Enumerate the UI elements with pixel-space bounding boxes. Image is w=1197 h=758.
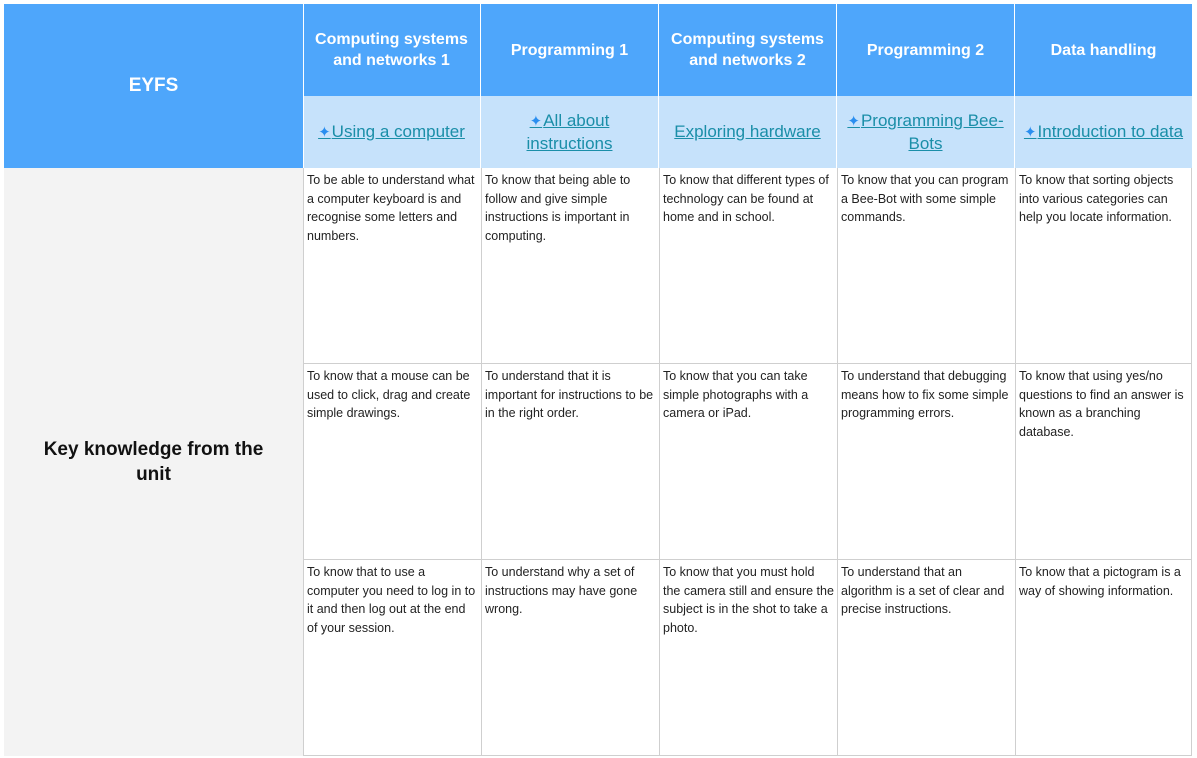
knowledge-cell: To know that you can program a Bee-Bot with some simple commands. — [837, 168, 1015, 364]
eyfs-header: EYFS — [4, 4, 303, 168]
knowledge-cell: To know that different types of technology can be found at home and in school. — [659, 168, 837, 364]
knowledge-cell: To understand why a set of instructions may have gone wrong. — [481, 560, 659, 756]
knowledge-cell: To know that a pictogram is a way of showing information. — [1015, 560, 1192, 756]
knowledge-table — [4, 4, 1192, 756]
unit-cell-programming-bee-bots — [837, 96, 1014, 168]
header-divider — [836, 4, 837, 168]
knowledge-cell: To know that using yes/no questions to find an answer is known as a branching database. — [1015, 364, 1192, 560]
unit-link-introduction-to-data[interactable]: ✦Introduction to data — [1023, 121, 1184, 141]
unit-cell-introduction-to-data — [1015, 96, 1192, 168]
header-divider — [480, 4, 481, 168]
sparkle-icon: ✦ — [318, 123, 331, 141]
column-header-programming-2: Programming 2 — [837, 4, 1014, 96]
unit-link-exploring-hardware[interactable]: Exploring hardware — [674, 122, 821, 141]
unit-cell-exploring-hardware — [659, 96, 836, 168]
unit-link-using-a-computer[interactable]: ✦Using a computer — [318, 121, 465, 141]
knowledge-cell: To know that you must hold the camera still and ensure the subject is in the shot to take a photo. — [659, 560, 837, 756]
header-divider — [658, 4, 659, 168]
row-label-key-knowledge: Key knowledge from the unit — [4, 168, 303, 756]
knowledge-cell: To be able to understand what a computer keyboard is and recognise some letters and numbers. — [303, 168, 481, 364]
unit-cell-all-about-instructions — [481, 96, 658, 168]
knowledge-cell: To understand that debugging means how to fix some simple programming errors. — [837, 364, 1015, 560]
column-header-computing-1: Computing systems and networks 1 — [303, 4, 480, 96]
knowledge-cell: To know that to use a computer you need to log in to it and then log out at the end of your session. — [303, 560, 481, 756]
knowledge-cell: To know that you can take simple photographs with a camera or iPad. — [659, 364, 837, 560]
knowledge-cell: To understand that it is important for instructions to be in the right order. — [481, 364, 659, 560]
unit-cell-using-a-computer — [303, 96, 480, 168]
column-header-data-handling: Data handling — [1015, 4, 1192, 96]
knowledge-cell: To know that being able to follow and give simple instructions is important in computing. — [481, 168, 659, 364]
sparkle-icon: ✦ — [529, 112, 543, 130]
knowledge-cell: To know that a mouse can be used to click, drag and create simple drawings. — [303, 364, 481, 560]
header-divider — [303, 4, 304, 168]
knowledge-cell: To understand that an algorithm is a set of clear and precise instructions. — [837, 560, 1015, 756]
column-header-programming-1: Programming 1 — [481, 4, 658, 96]
unit-link-programming-bee-bots[interactable]: ✦Programming Bee-Bots — [847, 110, 1004, 153]
sparkle-icon: ✦ — [847, 112, 860, 130]
sparkle-icon: ✦ — [1023, 123, 1037, 141]
knowledge-cell: To know that sorting objects into various categories can help you locate information. — [1015, 168, 1192, 364]
column-header-computing-2: Computing systems and networks 2 — [659, 4, 836, 96]
header-divider — [1014, 4, 1015, 168]
unit-link-all-about-instructions[interactable]: ✦All about instructions — [526, 110, 613, 153]
